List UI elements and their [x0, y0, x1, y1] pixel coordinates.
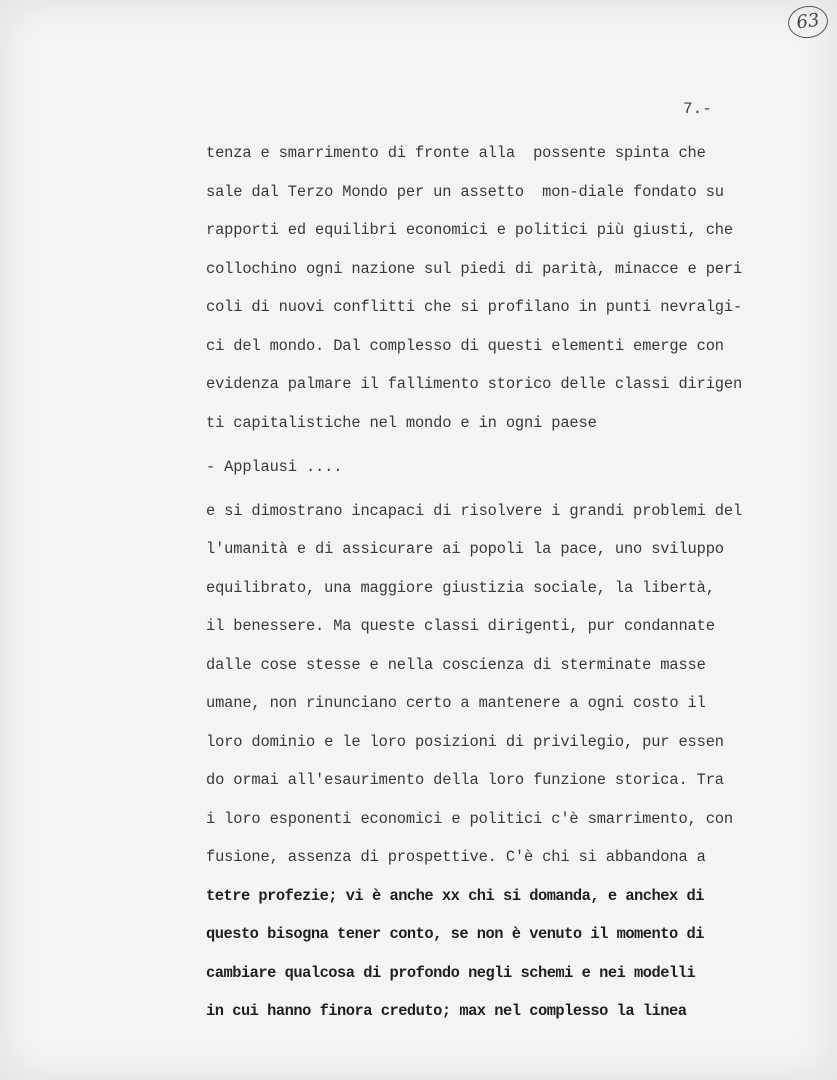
text-line: dalle cose stesse e nella coscienza di sterminate masse: [206, 655, 706, 674]
text-line: coli di nuovi conflitti che si profilano in punti nevralgi-: [206, 298, 743, 316]
body-text: [206, 140, 806, 1037]
text-line: do ormai all'esaurimento della loro funzione storica. Tra: [206, 771, 724, 789]
text-line: sale dal Terzo Mondo per un assetto mon-diale fondato su: [206, 182, 724, 201]
text-line: in cui hanno finora creduto; max nel complesso la linea: [206, 1002, 687, 1020]
text-line: questo bisogna tener conto, se non è venuto il momento di: [206, 925, 704, 943]
text-line: i loro esponenti economici e politici c'è smarrimento, con: [206, 809, 733, 828]
text-line: evidenza palmare il fallimento storico delle classi dirigen: [206, 375, 743, 393]
text-line: e si dimostrano incapaci di risolvere i grandi problemi del: [206, 501, 743, 520]
text-line: ti capitalistiche nel mondo e in ogni paese: [206, 413, 597, 432]
text-line: il benessere. Ma queste classi dirigenti, pur condannate: [206, 617, 715, 635]
text-line: loro dominio e le loro posizioni di privilegio, pur essen: [206, 732, 724, 751]
text-line: fusione, assenza di prospettive. C'è chi si abbandona a: [206, 848, 706, 866]
text-line: l'umanità e di assicurare ai popoli la pace, uno sviluppo: [206, 540, 724, 558]
text-line: collochino ogni nazione sul piedi di parità, minacce e peri: [206, 259, 743, 278]
text-line: ci del mondo. Dal complesso di questi elementi emerge con: [206, 336, 724, 355]
text-line: rapporti ed equilibri economici e politici più giusti, che: [206, 221, 733, 239]
applause-note: - Applausi ....: [206, 457, 343, 476]
page-number: 7.-: [683, 100, 712, 118]
text-line: tenza e smarrimento di fronte alla possente spinta che: [206, 144, 706, 162]
text-line: cambiare qualcosa di profondo negli schemi e nei modelli: [206, 963, 696, 982]
text-line: umane, non rinunciano certo a mantenere a ogni costo il: [206, 694, 706, 712]
text-line: equilibrato, una maggiore giustizia sociale, la libertà,: [206, 578, 715, 597]
text-line: tetre profezie; vi è anche xx chi si domanda, e anchex di: [206, 886, 704, 905]
handwritten-sheet-number: 63: [786, 3, 830, 40]
